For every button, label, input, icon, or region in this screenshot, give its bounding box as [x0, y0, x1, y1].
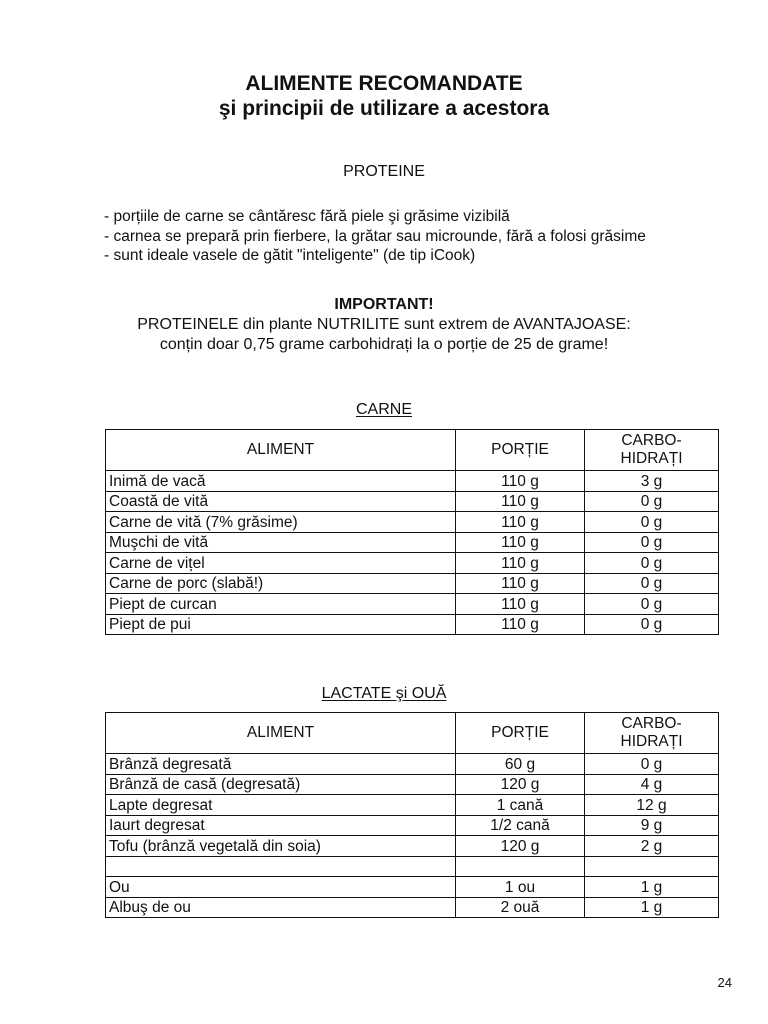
- table-row: [106, 532, 719, 553]
- table-caption-text: CARNE: [355, 401, 412, 418]
- cell-portie: 1 ou: [456, 877, 585, 898]
- cell-carbohidrati: 12 g: [585, 795, 719, 816]
- section-heading: PROTEINE: [343, 163, 425, 180]
- cell-carbohidrati: 4 g: [585, 774, 719, 795]
- table-body: [106, 471, 719, 635]
- carne-table: [105, 429, 719, 635]
- cell-portie: 110 g: [456, 553, 585, 574]
- cell-aliment: Inimă de vacă: [106, 471, 456, 492]
- table-body: [106, 754, 719, 918]
- cell-carbohidrati: 0 g: [585, 512, 719, 533]
- cell-aliment: [106, 856, 456, 877]
- page-subtitle: şi principii de utilizare a acestora: [218, 97, 550, 120]
- table-row: [106, 754, 719, 775]
- table-row: [106, 836, 719, 857]
- header-text: HIDRAȚI: [620, 450, 683, 467]
- cell-carbohidrati: 0 g: [585, 573, 719, 594]
- header-text: HIDRAȚI: [620, 733, 683, 750]
- cell-aliment: Brânză de casă (degresată): [106, 774, 456, 795]
- important-line: PROTEINELE din plante NUTRILITE sunt extrem de AVANTAJOASE:: [137, 316, 631, 333]
- table-row: [106, 491, 719, 512]
- cell-aliment: Ou: [106, 877, 456, 898]
- table-row: [106, 877, 719, 898]
- cell-aliment: Piept de pui: [106, 614, 456, 635]
- cell-carbohidrati: 0 g: [585, 614, 719, 635]
- cell-carbohidrati: 0 g: [585, 594, 719, 615]
- table-row: [106, 856, 719, 877]
- table-row: [106, 553, 719, 574]
- cell-carbohidrati: 3 g: [585, 471, 719, 492]
- cell-aliment: Piept de curcan: [106, 594, 456, 615]
- cell-portie: 120 g: [456, 836, 585, 857]
- cell-carbohidrati: 2 g: [585, 836, 719, 857]
- column-header-carbohidrati: [585, 713, 719, 754]
- cell-portie: 110 g: [456, 491, 585, 512]
- important-note: [0, 295, 768, 355]
- table-row: [106, 512, 719, 533]
- column-header-aliment: ALIMENT: [106, 713, 456, 754]
- important-title: IMPORTANT!: [334, 296, 434, 313]
- important-line: conțin doar 0,75 grame carbohidrați la o porție de 25 de grame!: [159, 336, 609, 353]
- cell-portie: 1/2 cană: [456, 815, 585, 836]
- table-row: [106, 614, 719, 635]
- column-header-carbohidrati: [585, 430, 719, 471]
- cell-aliment: Carne de vită (7% grăsime): [106, 512, 456, 533]
- guideline-item: - carnea se prepară prin fierbere, la grătar sau microunde, fără a folosi grăsime: [104, 227, 646, 245]
- cell-carbohidrati: 1 g: [585, 897, 719, 918]
- cell-carbohidrati: 0 g: [585, 491, 719, 512]
- cell-portie: [456, 856, 585, 877]
- table-caption-carne: [0, 400, 768, 420]
- cell-portie: 110 g: [456, 573, 585, 594]
- cell-carbohidrati: 1 g: [585, 877, 719, 898]
- cell-aliment: Albuş de ou: [106, 897, 456, 918]
- guideline-item: - sunt ideale vasele de gătit "inteligente" (de tip iCook): [104, 247, 476, 264]
- cell-carbohidrati: 9 g: [585, 815, 719, 836]
- cell-carbohidrati: 0 g: [585, 553, 719, 574]
- cell-aliment: Tofu (brânză vegetală din soia): [106, 836, 456, 857]
- page-number: 24: [717, 975, 732, 990]
- cell-portie: 120 g: [456, 774, 585, 795]
- cell-portie: 110 g: [456, 614, 585, 635]
- cell-aliment: Lapte degresat: [106, 795, 456, 816]
- table-row: [106, 897, 719, 918]
- table-row: [106, 795, 719, 816]
- cell-aliment: Carne de vițel: [106, 553, 456, 574]
- cell-portie: 110 g: [456, 512, 585, 533]
- cell-aliment: Iaurt degresat: [106, 815, 456, 836]
- table-row: [106, 774, 719, 795]
- cell-carbohidrati: 0 g: [585, 532, 719, 553]
- guidelines-list: [104, 207, 754, 266]
- table-row: [106, 471, 719, 492]
- column-header-portie: PORȚIE: [456, 430, 585, 471]
- table-header-row: [106, 430, 719, 471]
- column-header-portie: PORȚIE: [456, 713, 585, 754]
- table-row: [106, 815, 719, 836]
- column-header-aliment: ALIMENT: [106, 430, 456, 471]
- page-title: ALIMENTE RECOMANDATE: [245, 72, 523, 95]
- cell-aliment: Muşchi de vită: [106, 532, 456, 553]
- guideline-item: - porțiile de carne se cântăresc fără piele şi grăsime vizibilă: [104, 208, 510, 225]
- table-header-row: [106, 713, 719, 754]
- cell-carbohidrati: 0 g: [585, 754, 719, 775]
- cell-aliment: Coastă de vită: [106, 491, 456, 512]
- lactate-table: [105, 712, 719, 918]
- cell-portie: 110 g: [456, 594, 585, 615]
- table-caption-text: LACTATE şi OUĂ: [321, 685, 447, 702]
- cell-portie: 60 g: [456, 754, 585, 775]
- header-text: CARBO-: [621, 432, 682, 449]
- cell-carbohidrati: [585, 856, 719, 877]
- table-row: [106, 573, 719, 594]
- table-row: [106, 594, 719, 615]
- header-text: CARBO-: [621, 715, 682, 732]
- cell-portie: 1 cană: [456, 795, 585, 816]
- cell-portie: 110 g: [456, 471, 585, 492]
- cell-aliment: Carne de porc (slabă!): [106, 573, 456, 594]
- cell-aliment: Brânză degresată: [106, 754, 456, 775]
- cell-portie: 110 g: [456, 532, 585, 553]
- cell-portie: 2 ouă: [456, 897, 585, 918]
- table-caption-lactate: [0, 684, 768, 704]
